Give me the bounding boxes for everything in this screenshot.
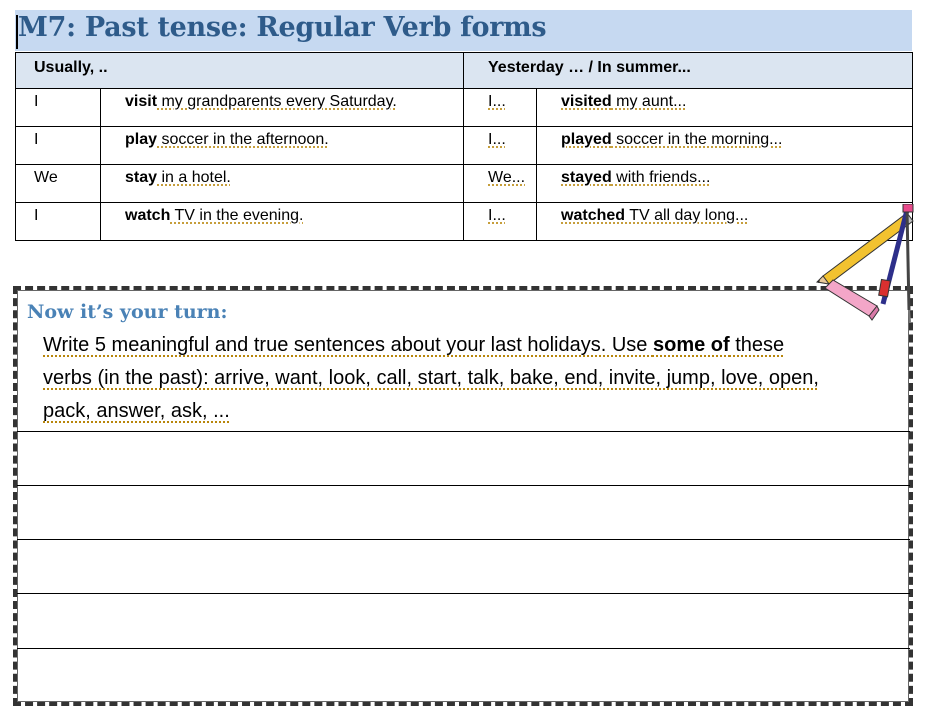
subject-past: We... bbox=[464, 165, 537, 203]
task-heading: Now it’s your turn: bbox=[27, 301, 228, 323]
eraser-icon bbox=[825, 280, 879, 320]
subject-past: I... bbox=[464, 203, 537, 241]
header-usually: Usually, .. bbox=[16, 53, 464, 89]
header-yesterday: Yesterday … / In summer... bbox=[464, 53, 913, 89]
past-sentence: visited my aunt... bbox=[537, 89, 913, 127]
table-row bbox=[16, 165, 913, 203]
past-sentence: played soccer in the morning... bbox=[537, 127, 913, 165]
task-line-1: Write 5 meaningful and true sentences about your last holidays. Use some of these bbox=[43, 334, 785, 356]
table-header-row bbox=[16, 53, 913, 89]
subject-present: I bbox=[16, 89, 101, 127]
subject-past: I... bbox=[464, 89, 537, 127]
task-box bbox=[13, 286, 913, 706]
task-line-3: pack, answer, ask, ... bbox=[43, 400, 230, 422]
subject-past: I... bbox=[464, 127, 537, 165]
table-row bbox=[16, 203, 913, 241]
subject-present: We bbox=[16, 165, 101, 203]
task-line-2: verbs (in the past): arrive, want, look, call, start, talk, bake, end, invite, jump, love, open, bbox=[43, 367, 819, 389]
present-sentence: watch TV in the evening. bbox=[101, 203, 464, 241]
present-sentence: stay in a hotel. bbox=[101, 165, 464, 203]
subject-present: I bbox=[16, 203, 101, 241]
verb-forms-table bbox=[15, 52, 913, 241]
writing-line-2[interactable] bbox=[17, 485, 910, 486]
subject-present: I bbox=[16, 127, 101, 165]
task-instructions bbox=[43, 329, 913, 428]
pencil-compass-eraser-icon bbox=[815, 204, 925, 326]
writing-line-5[interactable] bbox=[17, 648, 910, 649]
table-row bbox=[16, 89, 913, 127]
present-sentence: play soccer in the afternoon. bbox=[101, 127, 464, 165]
past-sentence: stayed with friends... bbox=[537, 165, 913, 203]
page-title: M7: Past tense: Regular Verb forms bbox=[18, 12, 547, 43]
past-sentence: watched TV all day long... bbox=[537, 203, 913, 241]
writing-line-1[interactable] bbox=[17, 431, 910, 432]
writing-line-3[interactable] bbox=[17, 539, 910, 540]
table-row bbox=[16, 127, 913, 165]
title-bar bbox=[15, 10, 912, 51]
writing-line-4[interactable] bbox=[17, 593, 910, 594]
present-sentence: visit my grandparents every Saturday. bbox=[101, 89, 464, 127]
